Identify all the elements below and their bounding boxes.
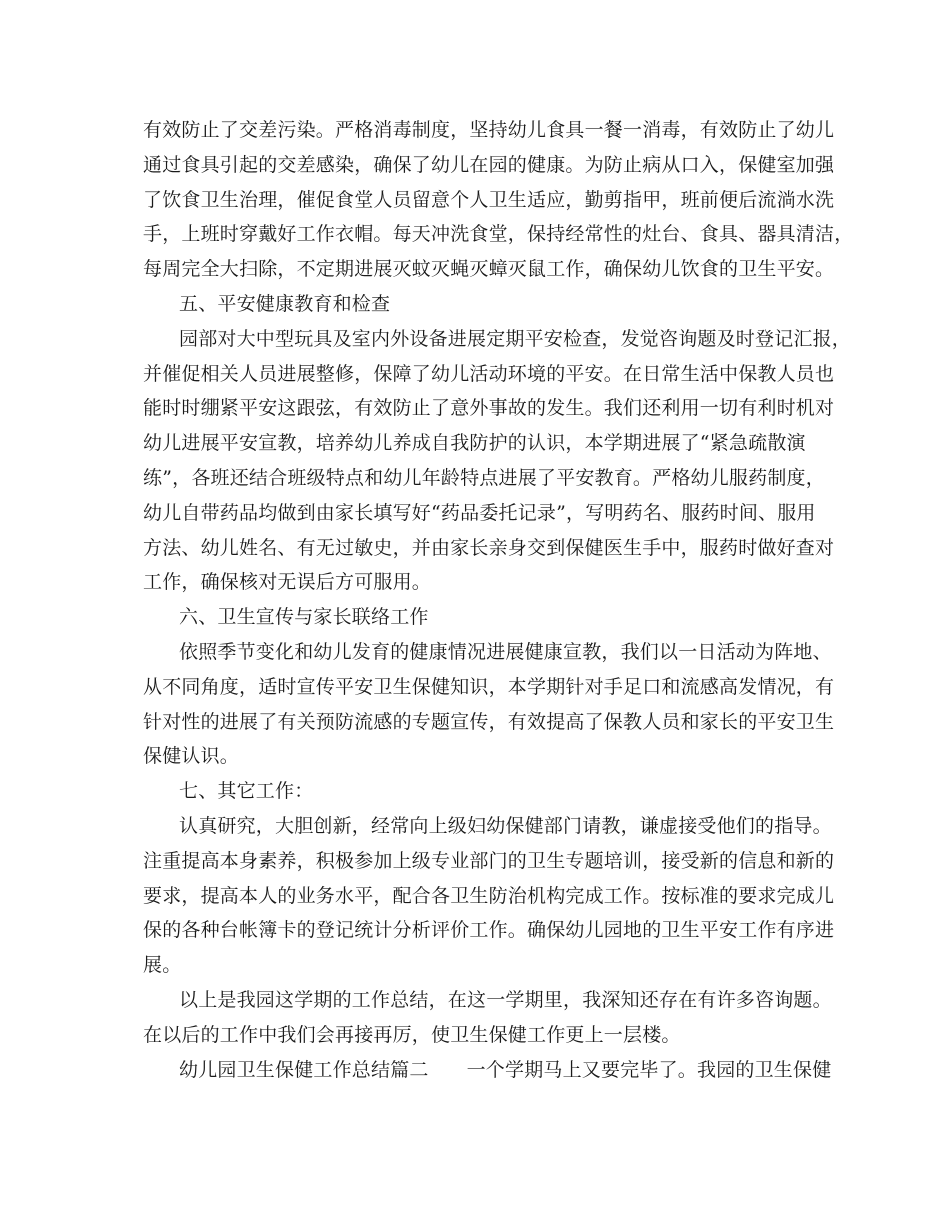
paragraph-conclusion <box>143 983 832 1053</box>
text-line: 幼儿进展平安宣教，培养幼儿养成自我防护的认识，本学期进展了“紧急疏散演 <box>143 432 806 455</box>
text-line: 注重提高本身素养，积极参加上级专业部门的卫生专题培训，接受新的信息和新的 <box>143 849 835 872</box>
text-line: 保的各种台帐簿卡的登记统计分析评价工作。确保幼儿园地的卫生平安工作有序进 <box>143 919 835 942</box>
text-line: 了饮食卫生治理，催促食堂人员留意个人卫生适应，勤剪指甲，班前便后流淌水洗 <box>143 188 835 211</box>
text-line: 并催促相关人员进展整修，保障了幼儿活动环境的平安。在日常生活中保教人员也 <box>143 362 835 385</box>
section-heading-7: 七、其它工作： <box>179 780 314 803</box>
section-heading-6: 六、卫生宣传与家长联络工作 <box>179 606 429 629</box>
paragraph-safety <box>143 322 852 600</box>
text-line: 能时时绷紧平安这跟弦，有效防止了意外事故的发生。我们还利用一切有利时机对 <box>143 397 835 420</box>
text-line: 要求，提高本人的业务水平，配合各卫生防治机构完成工作。按标准的要求完成儿 <box>143 884 835 907</box>
text-line: 依照季节变化和幼儿发育的健康情况进展健康宣教，我们以一日活动为阵地、 <box>179 640 832 663</box>
part-two-title: 幼儿园卫生保健工作总结篇二 <box>179 1058 429 1081</box>
text-line: 在以后的工作中我们会再接再厉，使卫生保健工作更上一层楼。 <box>143 1023 681 1046</box>
paragraph-part-two <box>143 1053 832 1088</box>
text-line: 幼儿自带药品均做到由家长填写好“药品委托记录”，写明药名、服药时间、服用 <box>143 501 816 524</box>
paragraph-publicity <box>143 635 835 774</box>
document-body <box>143 113 854 1087</box>
text-line: 针对性的进展了有关预防流感的专题宣传，有效提高了保教人员和家长的平安卫生 <box>143 710 835 733</box>
paragraph-hygiene <box>143 113 854 287</box>
text-line: 方法、幼儿姓名、有无过敏史，并由家长亲身交到保健医生手中，服药时做好查对 <box>143 536 835 559</box>
text-line: 园部对大中型玩具及室内外设备进展定期平安检查，发觉咨询题及时登记汇报， <box>179 327 852 350</box>
part-two-text: 一个学期马上又要完毕了。我园的卫生保健 <box>466 1058 832 1081</box>
text-line: 练”，各班还结合班级特点和幼儿年龄特点进展了平安教育。严格幼儿服药制度， <box>143 466 825 489</box>
section-heading-5: 五、平安健康教育和检查 <box>179 292 391 315</box>
text-line: 从不同角度，适时宣传平安卫生保健知识，本学期针对手足口和流感高发情况，有 <box>143 675 835 698</box>
paragraph-other-work <box>143 809 835 983</box>
text-line: 工作，确保核对无误后方可服用。 <box>143 571 432 594</box>
text-line: 手，上班时穿戴好工作衣帽。每天冲洗食堂，保持经常性的灶台、食具、器具清洁， <box>143 223 854 246</box>
text-line: 认真研究，大胆创新，经常向上级妇幼保健部门请教，谦虚接受他们的指导。 <box>179 814 832 837</box>
text-line: 每周完全大扫除，不定期进展灭蚊灭蝇灭蟑灭鼠工作，确保幼儿饮食的卫生平安。 <box>143 258 835 281</box>
text-line: 展。 <box>143 954 182 977</box>
text-line: 保健认识。 <box>143 745 240 768</box>
text-line: 通过食具引起的交差感染，确保了幼儿在园的健康。为防止病从口入，保健室加强 <box>143 153 835 176</box>
text-line: 有效防止了交差污染。严格消毒制度，坚持幼儿食具一餐一消毒，有效防止了幼儿 <box>143 119 835 141</box>
text-line: 以上是我园这学期的工作总结，在这一学期里，我深知还存在有许多咨询题。 <box>179 988 832 1011</box>
